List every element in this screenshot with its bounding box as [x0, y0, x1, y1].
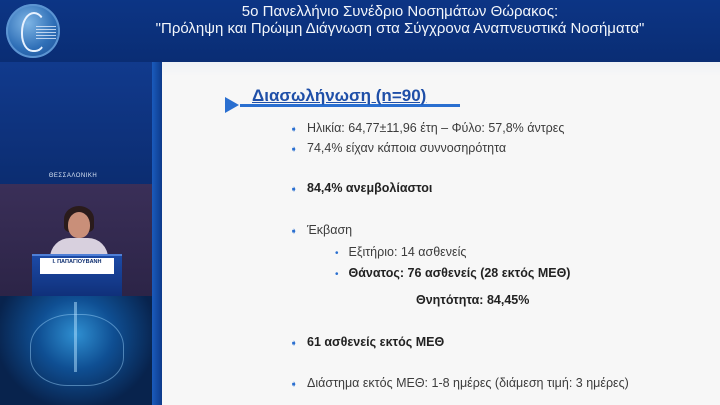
slide-panel	[162, 62, 720, 405]
bullet-unvaccinated	[290, 181, 432, 195]
speaker-nameplate	[40, 258, 114, 274]
bullet-duration	[290, 376, 629, 390]
bullet-text: Έκβαση	[307, 223, 353, 237]
bullet-outcome	[290, 223, 352, 237]
sub-bullet-death	[335, 266, 570, 280]
arrow-bullet-icon: ➧	[290, 226, 298, 236]
left-stripe	[152, 62, 162, 405]
slide-heading: Διασωλήνωση (n=90)	[252, 86, 427, 105]
sub-bullet-discharge	[335, 245, 466, 259]
arrow-bullet-icon: ➧	[290, 124, 298, 134]
dot-bullet-icon: •	[335, 269, 339, 280]
conference-banner	[0, 0, 720, 62]
speaker-video	[0, 184, 152, 296]
bullet-age-sex	[290, 121, 564, 135]
speaker-affiliation-lines	[40, 266, 114, 272]
bullet-text: 61 ασθενείς εκτός ΜΕΘ	[307, 335, 445, 349]
arrow-bullet-icon: ➧	[290, 338, 298, 348]
lungs-artwork-icon	[0, 296, 152, 405]
speaker-name: Ι. ΠΑΠΑΓΙΟΥΒΑΝΗ	[52, 259, 102, 265]
bullet-text: 84,4% ανεμβολίαστοι	[307, 181, 433, 195]
logo-text-icon	[36, 26, 56, 40]
mortality-value: Θνητότητα: 84,45%	[416, 293, 530, 307]
conference-title-line-1: 5ο Πανελλήνιο Συνέδριο Νοσημάτων Θώρακος:	[241, 3, 559, 20]
heading-arrow-icon	[225, 97, 239, 113]
conference-title	[100, 3, 700, 37]
dot-bullet-icon: •	[335, 248, 339, 259]
conference-title-line-2: "Πρόληψη και Πρώιμη Διάγνωση στα Σύγχρονα Αναπνευστικά Νοσήματα"	[155, 20, 645, 37]
conference-logo-icon	[6, 4, 60, 58]
speaker-head	[68, 212, 90, 238]
venue-label: ΘΕΣΣΑΛΟΝΙΚΗ	[48, 173, 98, 179]
bullet-outside-icu	[290, 335, 444, 349]
sub-bullet-text: Θάνατος: 76 ασθενείς (28 εκτός ΜΕΘ)	[348, 266, 571, 280]
arrow-bullet-icon: ➧	[290, 184, 298, 194]
slide-top-band	[162, 62, 720, 76]
bullet-comorbidity	[290, 141, 506, 155]
bullet-text: 74,4% είχαν κάποια συννοσηρότητα	[307, 141, 507, 155]
sub-bullet-text: Εξιτήριο: 14 ασθενείς	[348, 245, 467, 259]
arrow-bullet-icon: ➧	[290, 379, 298, 389]
bullet-text: Ηλικία: 64,77±11,96 έτη – Φύλο: 57,8% άντρες	[307, 121, 565, 135]
bullet-text: Διάστημα εκτός ΜΕΘ: 1-8 ημέρες (διάμεση τιμή: 3 ημέρες)	[307, 376, 629, 390]
arrow-bullet-icon: ➧	[290, 144, 298, 154]
